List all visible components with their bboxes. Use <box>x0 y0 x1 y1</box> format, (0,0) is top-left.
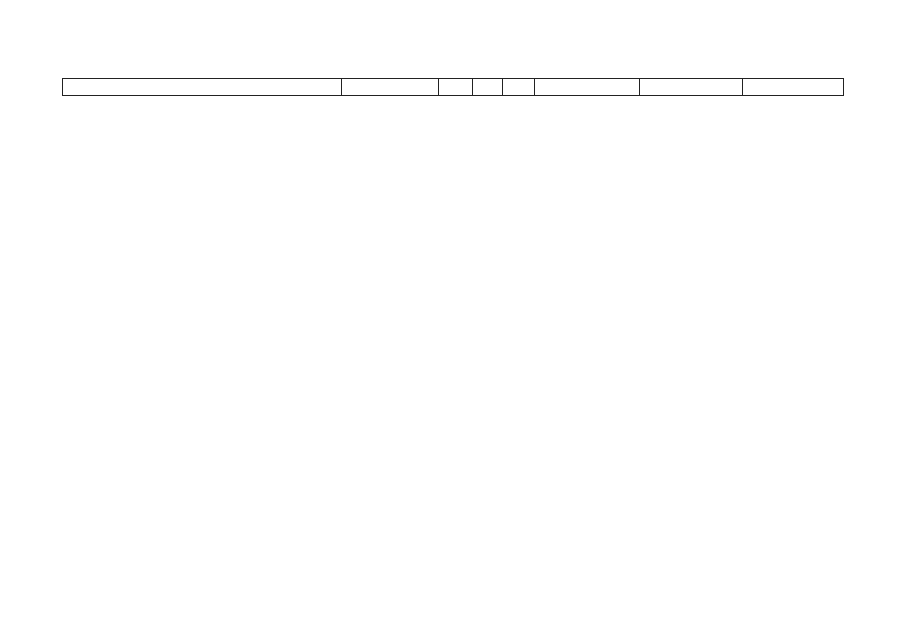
column-header-4 <box>473 79 503 96</box>
column-header-row <box>63 79 844 96</box>
column-header-6 <box>535 79 640 96</box>
column-header-table <box>62 78 844 96</box>
column-header-3 <box>439 79 473 96</box>
column-header-7 <box>640 79 743 96</box>
column-header-5 <box>503 79 535 96</box>
column-header-1 <box>63 79 342 96</box>
column-header-2 <box>342 79 439 96</box>
column-header-8 <box>743 79 844 96</box>
